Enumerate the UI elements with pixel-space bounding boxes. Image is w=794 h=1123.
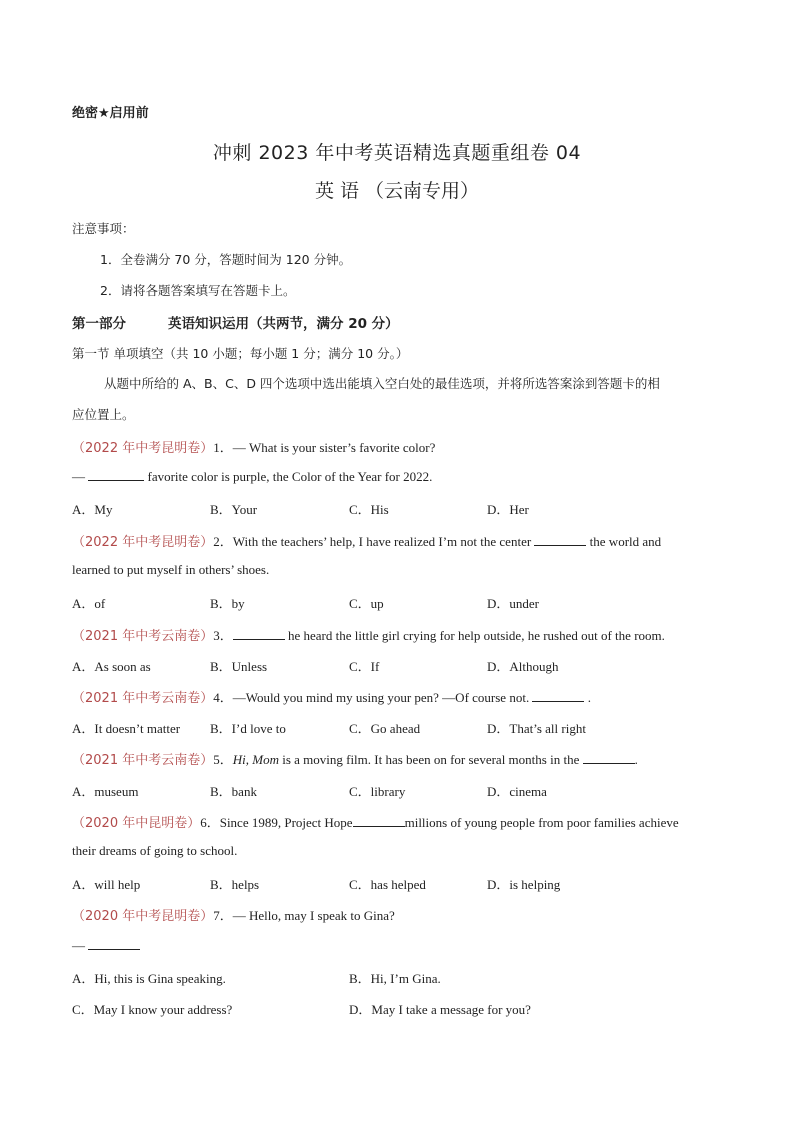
option-c: C．If [349, 659, 380, 674]
option-d: D．Her [487, 502, 529, 517]
question-text: the world and [586, 534, 662, 549]
question-source: （2021 年中考云南卷） [72, 691, 214, 706]
option-a: A．It doesn’t matter [72, 721, 181, 736]
option-c: C．May I know your address? [72, 1002, 233, 1017]
question-source: （2021 年中考云南卷） [72, 753, 214, 768]
part1-heading-text: 英语知识运用（共两节，满分 20 分） [168, 316, 399, 332]
question-text: . [634, 752, 638, 767]
answer-blank [534, 533, 586, 546]
question-source: （2022 年中考昆明卷） [72, 535, 214, 550]
option-c: C．up [349, 596, 384, 611]
part1-heading-label: 第一部分 [72, 316, 126, 332]
option-d: D．That’s all right [487, 721, 586, 736]
question-text: 1．— What is your sister’s favorite color? [213, 440, 436, 455]
exam-title: 冲刺 2023 年中考英语精选真题重组卷 04 [212, 142, 582, 164]
option-b: B．bank [210, 784, 257, 799]
question-text: 3． [213, 628, 233, 643]
question-text: 7．— Hello, may I speak to Gina? [213, 908, 395, 923]
option-b: B．I’d love to [210, 721, 286, 736]
question-4-stem [72, 687, 591, 706]
question-text: he heard the little girl crying for help outside, he rushed out of the room. [284, 628, 665, 643]
notice-heading: 注意事项： [72, 221, 135, 236]
option-b: B．by [210, 596, 245, 611]
question-text: . [584, 690, 591, 705]
option-a: A．As soon as [72, 659, 151, 674]
exam-subtitle: 英 语 （云南专用） [314, 180, 480, 202]
question-source: （2022 年中考昆明卷） [72, 441, 214, 456]
option-c: C．has helped [349, 877, 426, 892]
option-a: A．will help [72, 877, 141, 892]
notice-item-2: 2．请将各题答案填写在答题卡上。 [100, 283, 296, 298]
option-c: C．library [349, 784, 406, 799]
option-d: D．cinema [487, 784, 547, 799]
question-7-stem [72, 905, 395, 924]
option-d: D．May I take a message for you? [349, 1002, 531, 1017]
option-b: B．Unless [210, 659, 268, 674]
section1-heading: 第一节 单项填空（共 10 小题；每小题 1 分；满分 10 分。） [72, 346, 409, 361]
answer-blank [532, 689, 584, 702]
option-d: D．is helping [487, 877, 561, 892]
question-3-stem [72, 625, 665, 644]
confidential-label: 绝密★启用前 [72, 106, 149, 121]
question-source: （2020 年中考昆明卷） [72, 909, 214, 924]
option-a: A．of [72, 596, 106, 611]
option-d: D．under [487, 596, 539, 611]
question-source: （2021 年中考云南卷） [72, 629, 214, 644]
question-text: millions of young people from poor families achieve [404, 815, 679, 830]
notice-item-1: 1．全卷满分 70 分，答题时间为 120 分钟。 [100, 252, 352, 267]
option-b: B．Your [210, 502, 258, 517]
question-6-stem-line-2: their dreams of going to school. [72, 843, 238, 858]
question-text: — [72, 469, 89, 484]
answer-blank [88, 468, 144, 481]
question-text: is a moving film. It has been on for several months in the [278, 752, 583, 767]
option-d: D．Although [487, 659, 559, 674]
instruction-line-1: 从题中所给的 A、B、C、D 四个选项中选出能填入空白处的最佳选项，并将所选答案涂到答题卡的相 [104, 376, 660, 391]
option-a: A．Hi, this is Gina speaking. [72, 971, 226, 986]
option-a: A．My [72, 502, 113, 517]
question-5-stem [72, 749, 638, 768]
answer-blank [353, 814, 405, 827]
question-7-stem-line-2 [72, 937, 140, 954]
question-6-stem [72, 812, 679, 831]
question-number: 5． [213, 752, 233, 767]
option-a: A．museum [72, 784, 139, 799]
option-b: B．Hi, I’m Gina. [349, 971, 441, 986]
option-c: C．Go ahead [349, 721, 421, 736]
question-text: 2．With the teachers’ help, I have realized I’m not the center [213, 534, 535, 549]
option-b: B．helps [210, 877, 260, 892]
question-source: （2020 年中昆明卷） [72, 816, 201, 831]
question-1-stem [72, 437, 435, 456]
question-text: 4．—Would you mind my using your pen? —Of course not. [213, 690, 533, 705]
question-text: — [72, 938, 89, 953]
answer-blank [583, 751, 635, 764]
answer-blank [88, 937, 140, 950]
instruction-line-2: 应位置上。 [72, 407, 135, 422]
question-text: favorite color is purple, the Color of the Year for 2022. [144, 469, 433, 484]
question-2-stem [72, 531, 661, 550]
question-text: 6．Since 1989, Project Hope [200, 815, 353, 830]
film-title: Hi, Mom [232, 752, 279, 767]
answer-blank [233, 627, 285, 640]
option-c: C．His [349, 502, 389, 517]
question-2-stem-line-2: learned to put myself in others’ shoes. [72, 562, 270, 577]
question-1-stem-line-2 [72, 468, 432, 485]
